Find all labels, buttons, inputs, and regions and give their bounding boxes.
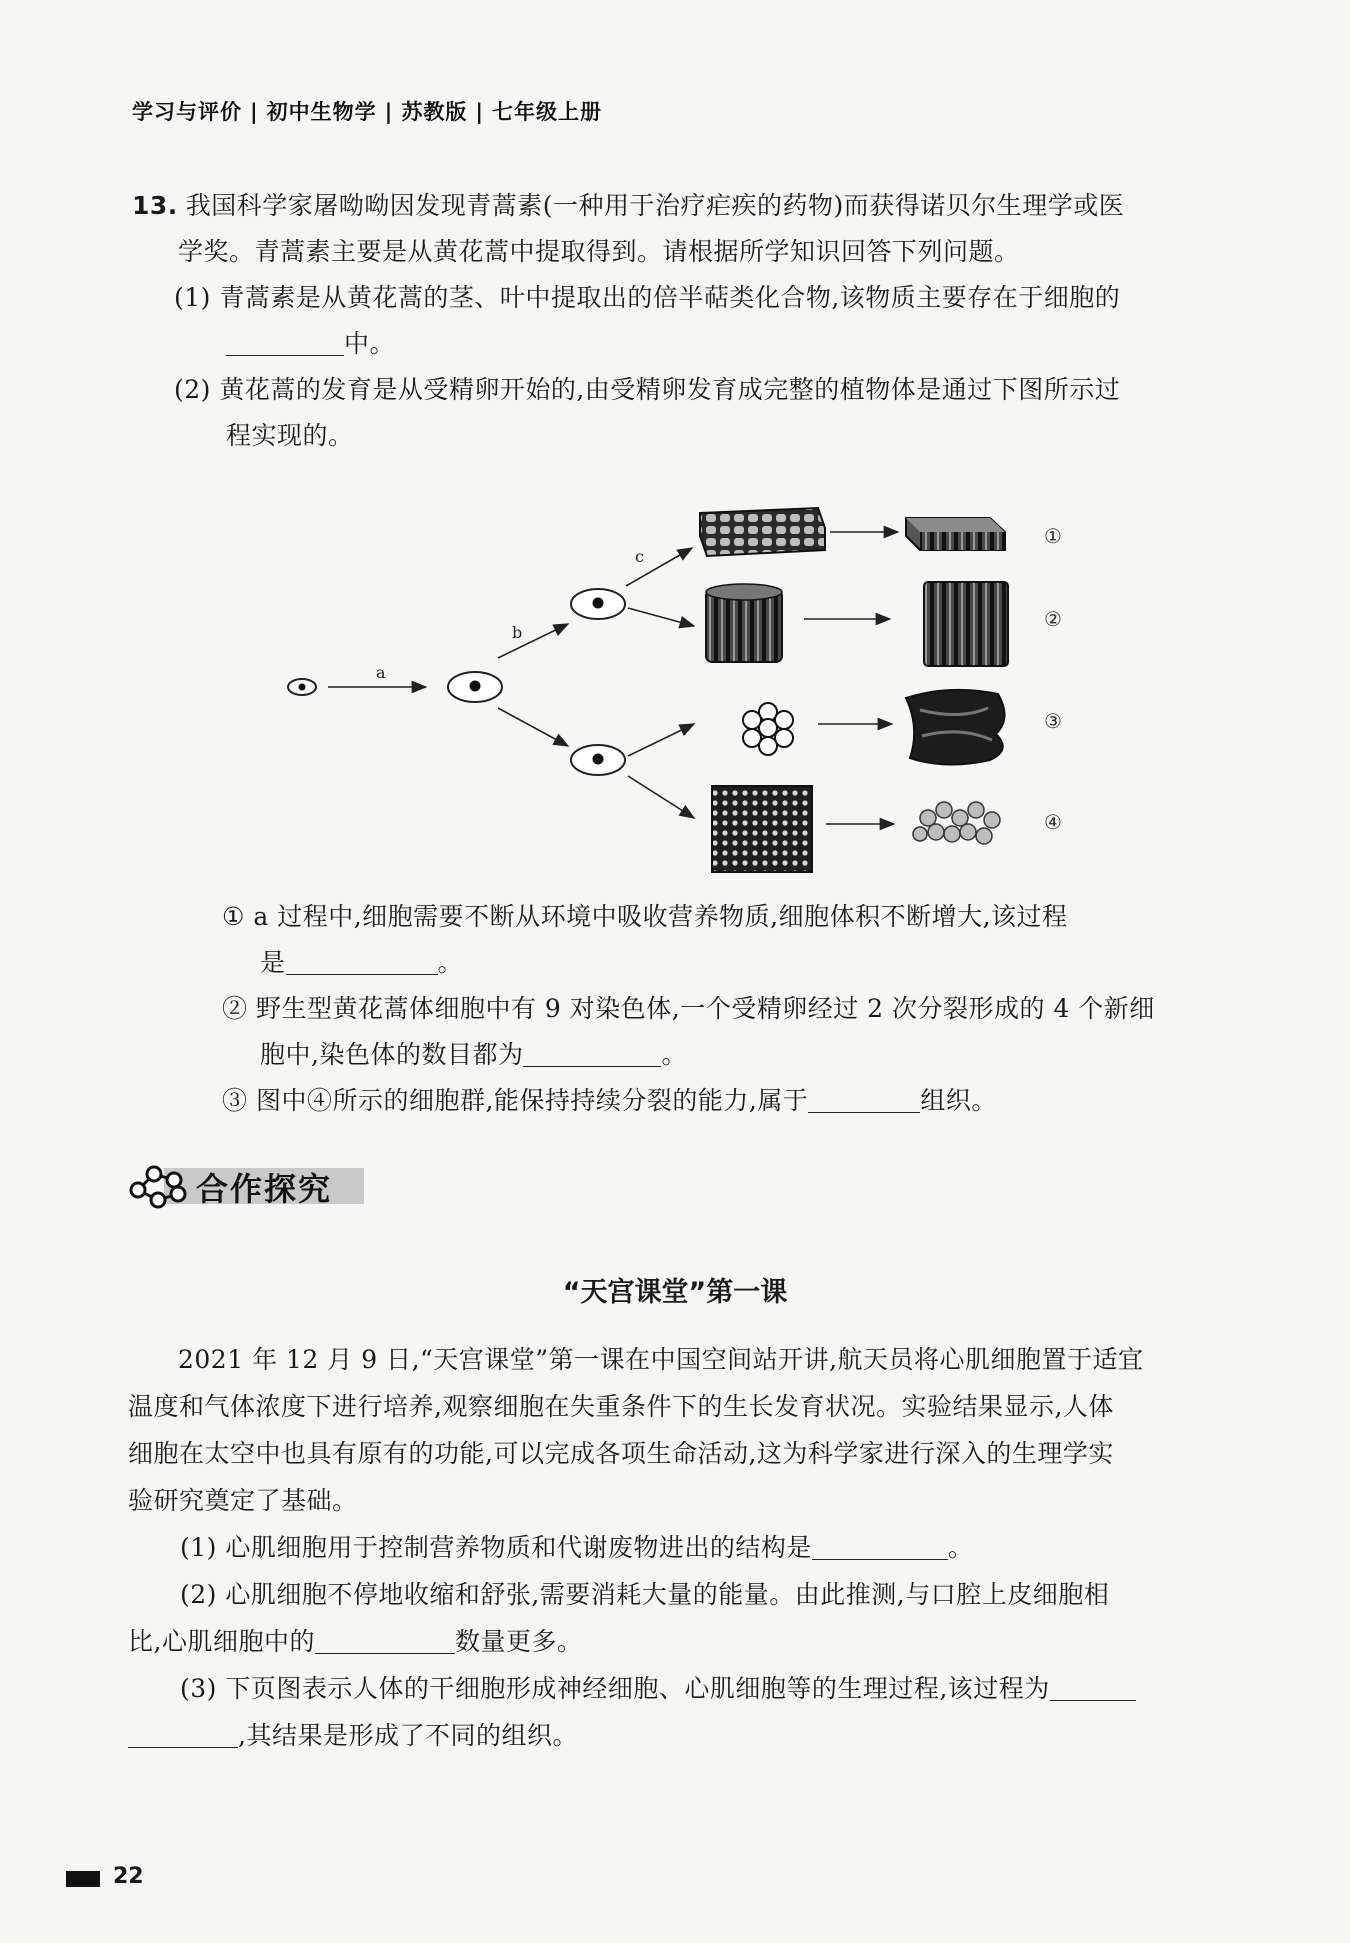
question-number: 13.: [132, 191, 178, 220]
article-body: [128, 1336, 1228, 1759]
sub-question-2-line2: 程实现的。: [226, 421, 354, 450]
question-stem-line: 学奖。青蒿素主要是从黄花蒿中提取得到。请根据所学知识回答下列问题。: [178, 237, 1020, 266]
diagram-svg: [270, 488, 1090, 878]
article-question-2-line2: 比,心肌细胞中的 数量更多。: [128, 1618, 1228, 1665]
arrow-upper-2: [628, 608, 694, 626]
section-heading: [124, 1156, 364, 1216]
sub-question-2: (2) 黄花蒿的发育是从受精卵开始的,由受精卵发育成完整的植物体是通过下图所示过: [174, 375, 1121, 404]
footer-bar: [66, 1871, 100, 1887]
answer-blank[interactable]: [226, 325, 344, 356]
sub-question-2-parts: [132, 894, 1232, 1124]
answer-blank[interactable]: [523, 1036, 661, 1067]
part-3-line: ③ 图中④所示的细胞群,能保持持续分裂的能力,属于 组织。: [132, 1078, 1232, 1124]
tissue-4: [913, 802, 1000, 844]
part-2-line2: 胞中,染色体的数目都为 。: [132, 1032, 1232, 1078]
sub-question-1: (1) 青蒿素是从黄花蒿的茎、叶中提取出的倍半萜类化合物,该物质主要存在于细胞的: [174, 283, 1121, 312]
tissue-number-4: ④: [1044, 810, 1062, 834]
header-grade: 七年级上册: [492, 100, 603, 124]
tissue-2: [924, 582, 1008, 666]
answer-blank[interactable]: [1050, 1670, 1136, 1701]
article-paragraph-line: 验研究奠定了基础。: [128, 1486, 358, 1515]
molecule-icon: [124, 1160, 196, 1212]
arrow-b: [498, 624, 568, 658]
header-series: 学习与评价: [132, 100, 242, 124]
answer-blank[interactable]: [808, 1082, 920, 1113]
tissue-number-2: ②: [1044, 607, 1062, 631]
article-paragraph-line: 温度和气体浓度下进行培养,观察细胞在失重条件下的生长发育状况。实验结果显示,人体: [128, 1392, 1114, 1421]
article-paragraph-line: 2021 年 12 月 9 日,“天宫课堂”第一课在中国空间站开讲,航天员将心肌细胞置于适宜: [178, 1345, 1144, 1374]
section-heading-text: 合作探究: [196, 1170, 333, 1208]
sub-question-1-blank-line: 中。: [132, 321, 1232, 367]
cell-group-4: [712, 786, 812, 872]
part-1-line1: ① a 过程中,细胞需要不断从环境中吸收营养物质,细胞体积不断增大,该过程: [222, 902, 1068, 931]
article-question-1: (1) 心肌细胞用于控制营养物质和代谢废物进出的结构是 。: [128, 1524, 1228, 1571]
cell-group-3: [743, 703, 793, 755]
header-separator: |: [475, 100, 485, 124]
answer-blank[interactable]: [812, 1529, 948, 1560]
answer-blank[interactable]: [315, 1623, 455, 1654]
arrow-lower-3: [628, 724, 694, 756]
article-question-2-line1: (2) 心肌细胞不停地收缩和舒张,需要消耗大量的能量。由此推测,与口腔上皮细胞相: [180, 1580, 1110, 1609]
part-2-line1: ② 野生型黄花蒿体细胞中有 9 对染色体,一个受精卵经过 2 次分裂形成的 4 个新细: [222, 994, 1155, 1023]
label-c: c: [635, 547, 644, 566]
header-separator: |: [250, 100, 259, 124]
header-edition: 苏教版: [401, 100, 468, 124]
tissue-3: [906, 690, 1005, 765]
tissue-number-3: ③: [1044, 709, 1062, 733]
article-question-3-line2: ,其结果是形成了不同的组织。: [128, 1712, 1228, 1759]
cell-group-1: [700, 508, 825, 556]
article-question-3-line1: (3) 下页图表示人体的干细胞形成神经细胞、心肌细胞等的生理过程,该过程为: [128, 1665, 1228, 1712]
label-a: a: [376, 663, 386, 682]
tissue-number-1: ①: [1044, 524, 1062, 548]
cell-group-2: [706, 584, 782, 662]
question-13: [132, 183, 1232, 459]
part-1-line2: 是 。: [132, 940, 1232, 986]
header-subject: 初中生物学: [266, 100, 377, 124]
answer-blank[interactable]: [286, 944, 438, 975]
article-title: “天宫课堂”第一课: [562, 1277, 788, 1308]
question-stem-line: 13. 我国科学家屠呦呦因发现青蒿素(一种用于治疗疟疾的药物)而获得诺贝尔生理学或医: [132, 191, 1125, 220]
page-number: 22: [113, 1864, 144, 1889]
arrow-b-lower: [498, 708, 568, 746]
answer-blank[interactable]: [128, 1717, 238, 1748]
article-paragraph-line: 细胞在太空中也具有原有的功能,可以完成各项生命活动,这为科学家进行深入的生理学实: [128, 1439, 1114, 1468]
tissue-1: [906, 518, 1005, 550]
page-header: [132, 96, 602, 126]
header-separator: |: [384, 100, 394, 124]
cell-differentiation-diagram: [270, 488, 1090, 878]
arrow-lower-4: [628, 776, 694, 818]
label-b: b: [512, 623, 523, 642]
